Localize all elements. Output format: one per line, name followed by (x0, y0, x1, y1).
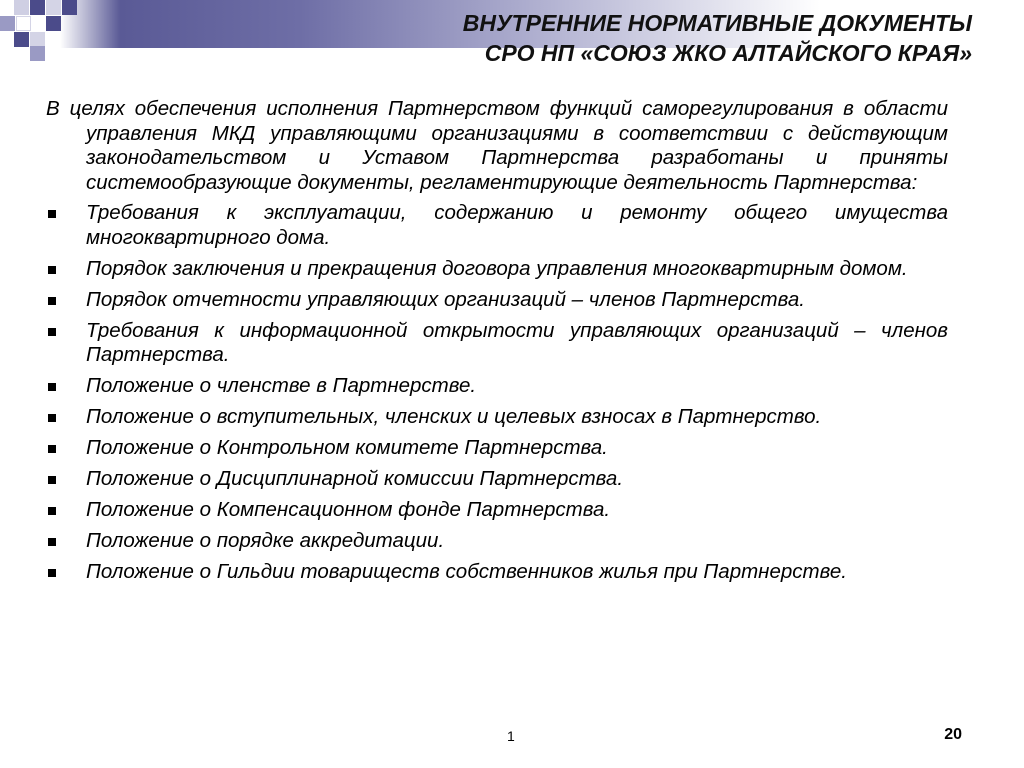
document-list (46, 201, 948, 585)
list-item-text: Требования к эксплуатации, содержанию и ремонту общего имущества многоквартирного дома. (86, 201, 948, 249)
list-item (46, 319, 948, 368)
title-line-2: СРО НП «СОЮЗ ЖКО АЛТАЙСКОГО КРАЯ» (484, 40, 972, 66)
list-item (46, 560, 948, 585)
list-item (46, 467, 948, 492)
title-line-1: ВНУТРЕННИЕ НОРМАТИВНЫЕ ДОКУМЕНТЫ (462, 10, 972, 36)
square-bullet-icon (48, 445, 56, 453)
list-item (46, 257, 948, 282)
decor-square (16, 16, 31, 31)
list-item-text: Порядок отчетности управляющих организаций – членов Партнерства. (86, 287, 805, 311)
list-item-text: Положение о порядке аккредитации. (86, 529, 445, 552)
decor-square (14, 0, 29, 15)
square-bullet-icon (48, 538, 56, 546)
square-bullet-icon (48, 297, 56, 305)
page-number: 20 (944, 726, 962, 743)
square-bullet-icon (48, 383, 56, 391)
decor-square (30, 0, 45, 15)
list-item-text: Положение о Гильдии товариществ собственников жилья при Партнерстве. (86, 560, 847, 583)
list-item-text: Положение о вступительных, членских и целевых взносах в Партнерство. (86, 405, 822, 428)
slide-title (272, 8, 972, 68)
decor-square (30, 46, 45, 61)
square-bullet-icon (48, 266, 56, 274)
list-item-text: Положение о Контрольном комитете Партнерства. (86, 436, 608, 459)
decor-square (30, 32, 45, 47)
list-item (46, 201, 948, 250)
list-item (46, 529, 948, 554)
square-bullet-icon (48, 569, 56, 577)
square-bullet-icon (48, 210, 56, 218)
list-item-text: Положение о членстве в Партнерстве. (86, 374, 477, 397)
list-item (46, 288, 948, 313)
list-item-text: Положение о Дисциплинарной комиссии Партнерства. (86, 467, 624, 490)
decor-square (14, 32, 29, 47)
decor-square (0, 16, 15, 31)
footer-center-number: 1 (507, 728, 515, 744)
list-item (46, 405, 948, 430)
intro-paragraph: В целях обеспечения исполнения Партнерством функций саморегулирования в области управления МКД управляющими организациями в соответствии с действующим законодательством и Уставом Партнерства разработаны и приняты системообразующие документы, регламентирующие деятельность Партнерства: (46, 97, 948, 194)
list-item (46, 436, 948, 461)
decor-square (46, 0, 61, 15)
list-item (46, 498, 948, 523)
list-item-text: Положение о Компенсационном фонде Партнерства. (86, 498, 611, 521)
decor-square (62, 0, 77, 15)
square-bullet-icon (48, 328, 56, 336)
list-item (46, 374, 948, 399)
list-item-text: Порядок заключения и прекращения договора управления многоквартирным домом. (86, 256, 908, 280)
list-item-text: Требования к информационной открытости управляющих организаций – членов Партнерства. (86, 318, 948, 366)
decorative-squares (0, 0, 80, 60)
decor-square (46, 16, 61, 31)
slide-content (46, 97, 948, 591)
square-bullet-icon (48, 476, 56, 484)
square-bullet-icon (48, 507, 56, 515)
square-bullet-icon (48, 414, 56, 422)
